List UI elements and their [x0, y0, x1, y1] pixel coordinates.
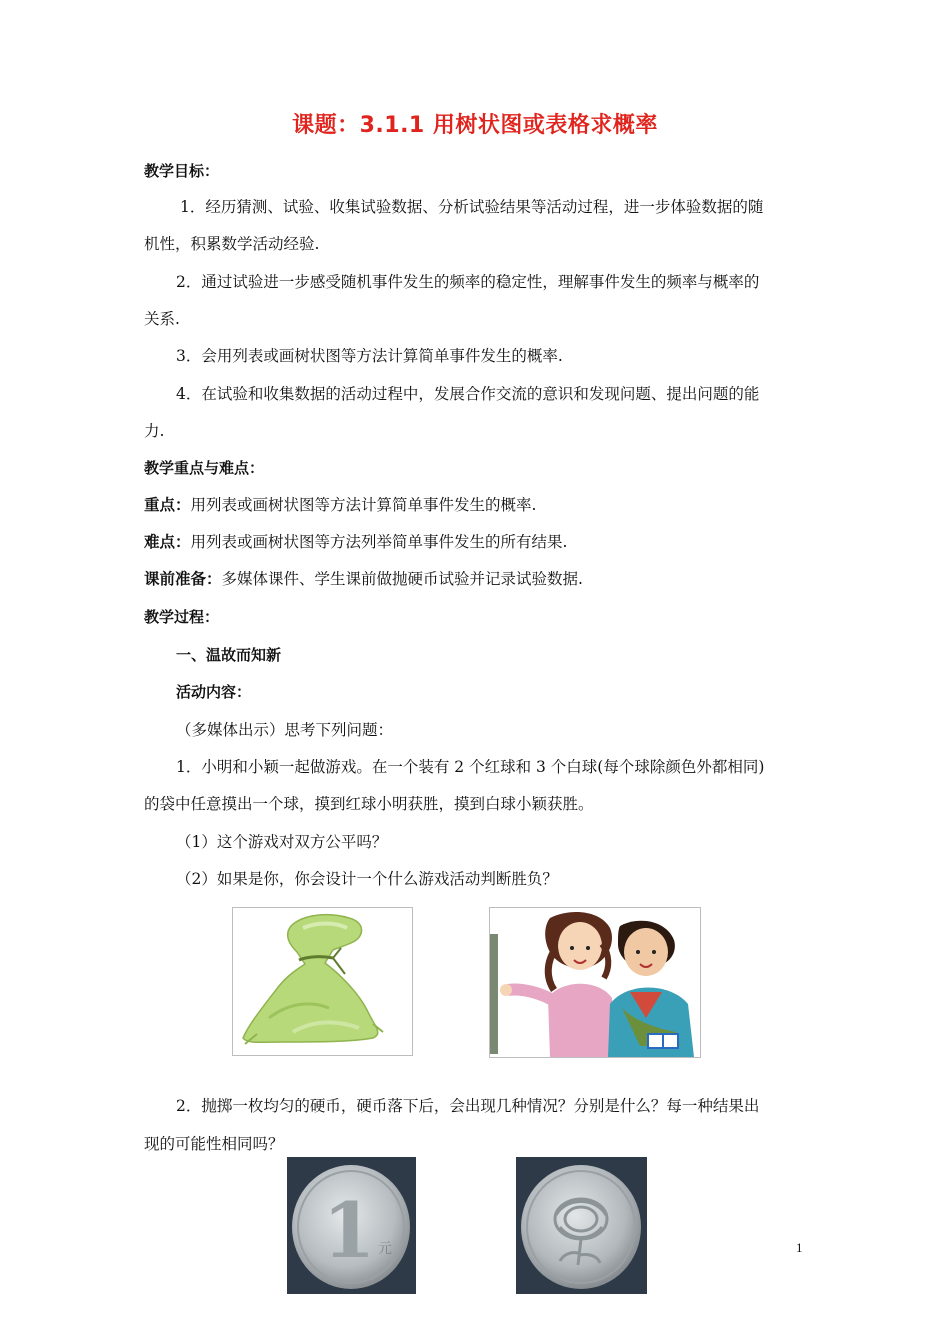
students-image: [489, 907, 701, 1058]
page-number: 1: [796, 1240, 803, 1255]
section-heading: 一、温故而知新: [176, 646, 282, 664]
difficulty-text: 用列表或画树状图等方法列举简单事件发生的所有结果.: [190, 533, 568, 551]
page-title: 课题：3.1.1 用树状图或表格求概率: [292, 113, 658, 138]
keypoints-heading: 教学重点与难点：: [144, 459, 265, 477]
question-2-line-1: 2．抛掷一枚均匀的硬币，硬币落下后，会出现几种情况？分别是什么？每一种结果出: [176, 1097, 760, 1115]
question-1-part-1: （1）这个游戏对双方公平吗？: [176, 833, 388, 851]
key-point-label: 重点：: [144, 496, 191, 514]
key-point-line: [144, 495, 824, 515]
coin-back-image: [516, 1157, 647, 1294]
goal-2-line-2: 关系.: [144, 310, 180, 328]
activity-intro: （多媒体出示）思考下列问题：: [176, 721, 394, 739]
goal-1-line-2: 机性，积累数学活动经验.: [144, 235, 320, 253]
goal-3: 3．会用列表或画树状图等方法计算简单事件发生的概率.: [176, 347, 563, 365]
goals-heading: 教学目标：: [144, 162, 220, 180]
activity-heading: 活动内容：: [176, 683, 252, 701]
goal-1-line-1: 1．经历猜测、试验、收集试验数据、分析试验结果等活动过程，进一步体验数据的随: [180, 198, 764, 216]
prep-label: 课前准备：: [144, 570, 222, 588]
difficulty-label: 难点：: [144, 533, 191, 551]
coin-front-image: [287, 1157, 416, 1294]
difficulty-line: [144, 532, 824, 552]
prep-line: [144, 569, 824, 589]
bag-image: [232, 907, 413, 1056]
key-point-text: 用列表或画树状图等方法计算简单事件发生的概率.: [190, 496, 537, 514]
question-1-line-1: 1．小明和小颖一起做游戏。在一个装有 2 个红球和 3 个白球(每个球除颜色外都相同): [176, 758, 765, 776]
coin-unit: 元: [378, 1241, 392, 1257]
goal-2-line-1: 2．通过试验进一步感受随机事件发生的频率的稳定性，理解事件发生的频率与概率的: [176, 273, 760, 291]
coin-numeral: 1: [322, 1186, 376, 1275]
question-1-part-2: （2）如果是你，你会设计一个什么游戏活动判断胜负？: [176, 870, 558, 888]
students-illustration: [490, 908, 700, 1057]
process-heading: 教学过程：: [144, 608, 220, 626]
question-1-line-2: 的袋中任意摸出一个球，摸到红球小明获胜，摸到白球小颖获胜。: [144, 795, 594, 813]
coin-back-illustration: [516, 1157, 647, 1294]
goal-4-line-1: 4．在试验和收集数据的活动过程中，发展合作交流的意识和发现问题、提出问题的能: [176, 385, 760, 403]
goal-4-line-2: 力.: [144, 422, 165, 440]
coin-front-illustration: [287, 1157, 416, 1294]
bag-illustration: [233, 908, 412, 1055]
question-2-line-2: 现的可能性相同吗？: [144, 1135, 284, 1153]
prep-text: 多媒体课件、学生课前做抛硬币试验并记录试验数据.: [221, 570, 583, 588]
